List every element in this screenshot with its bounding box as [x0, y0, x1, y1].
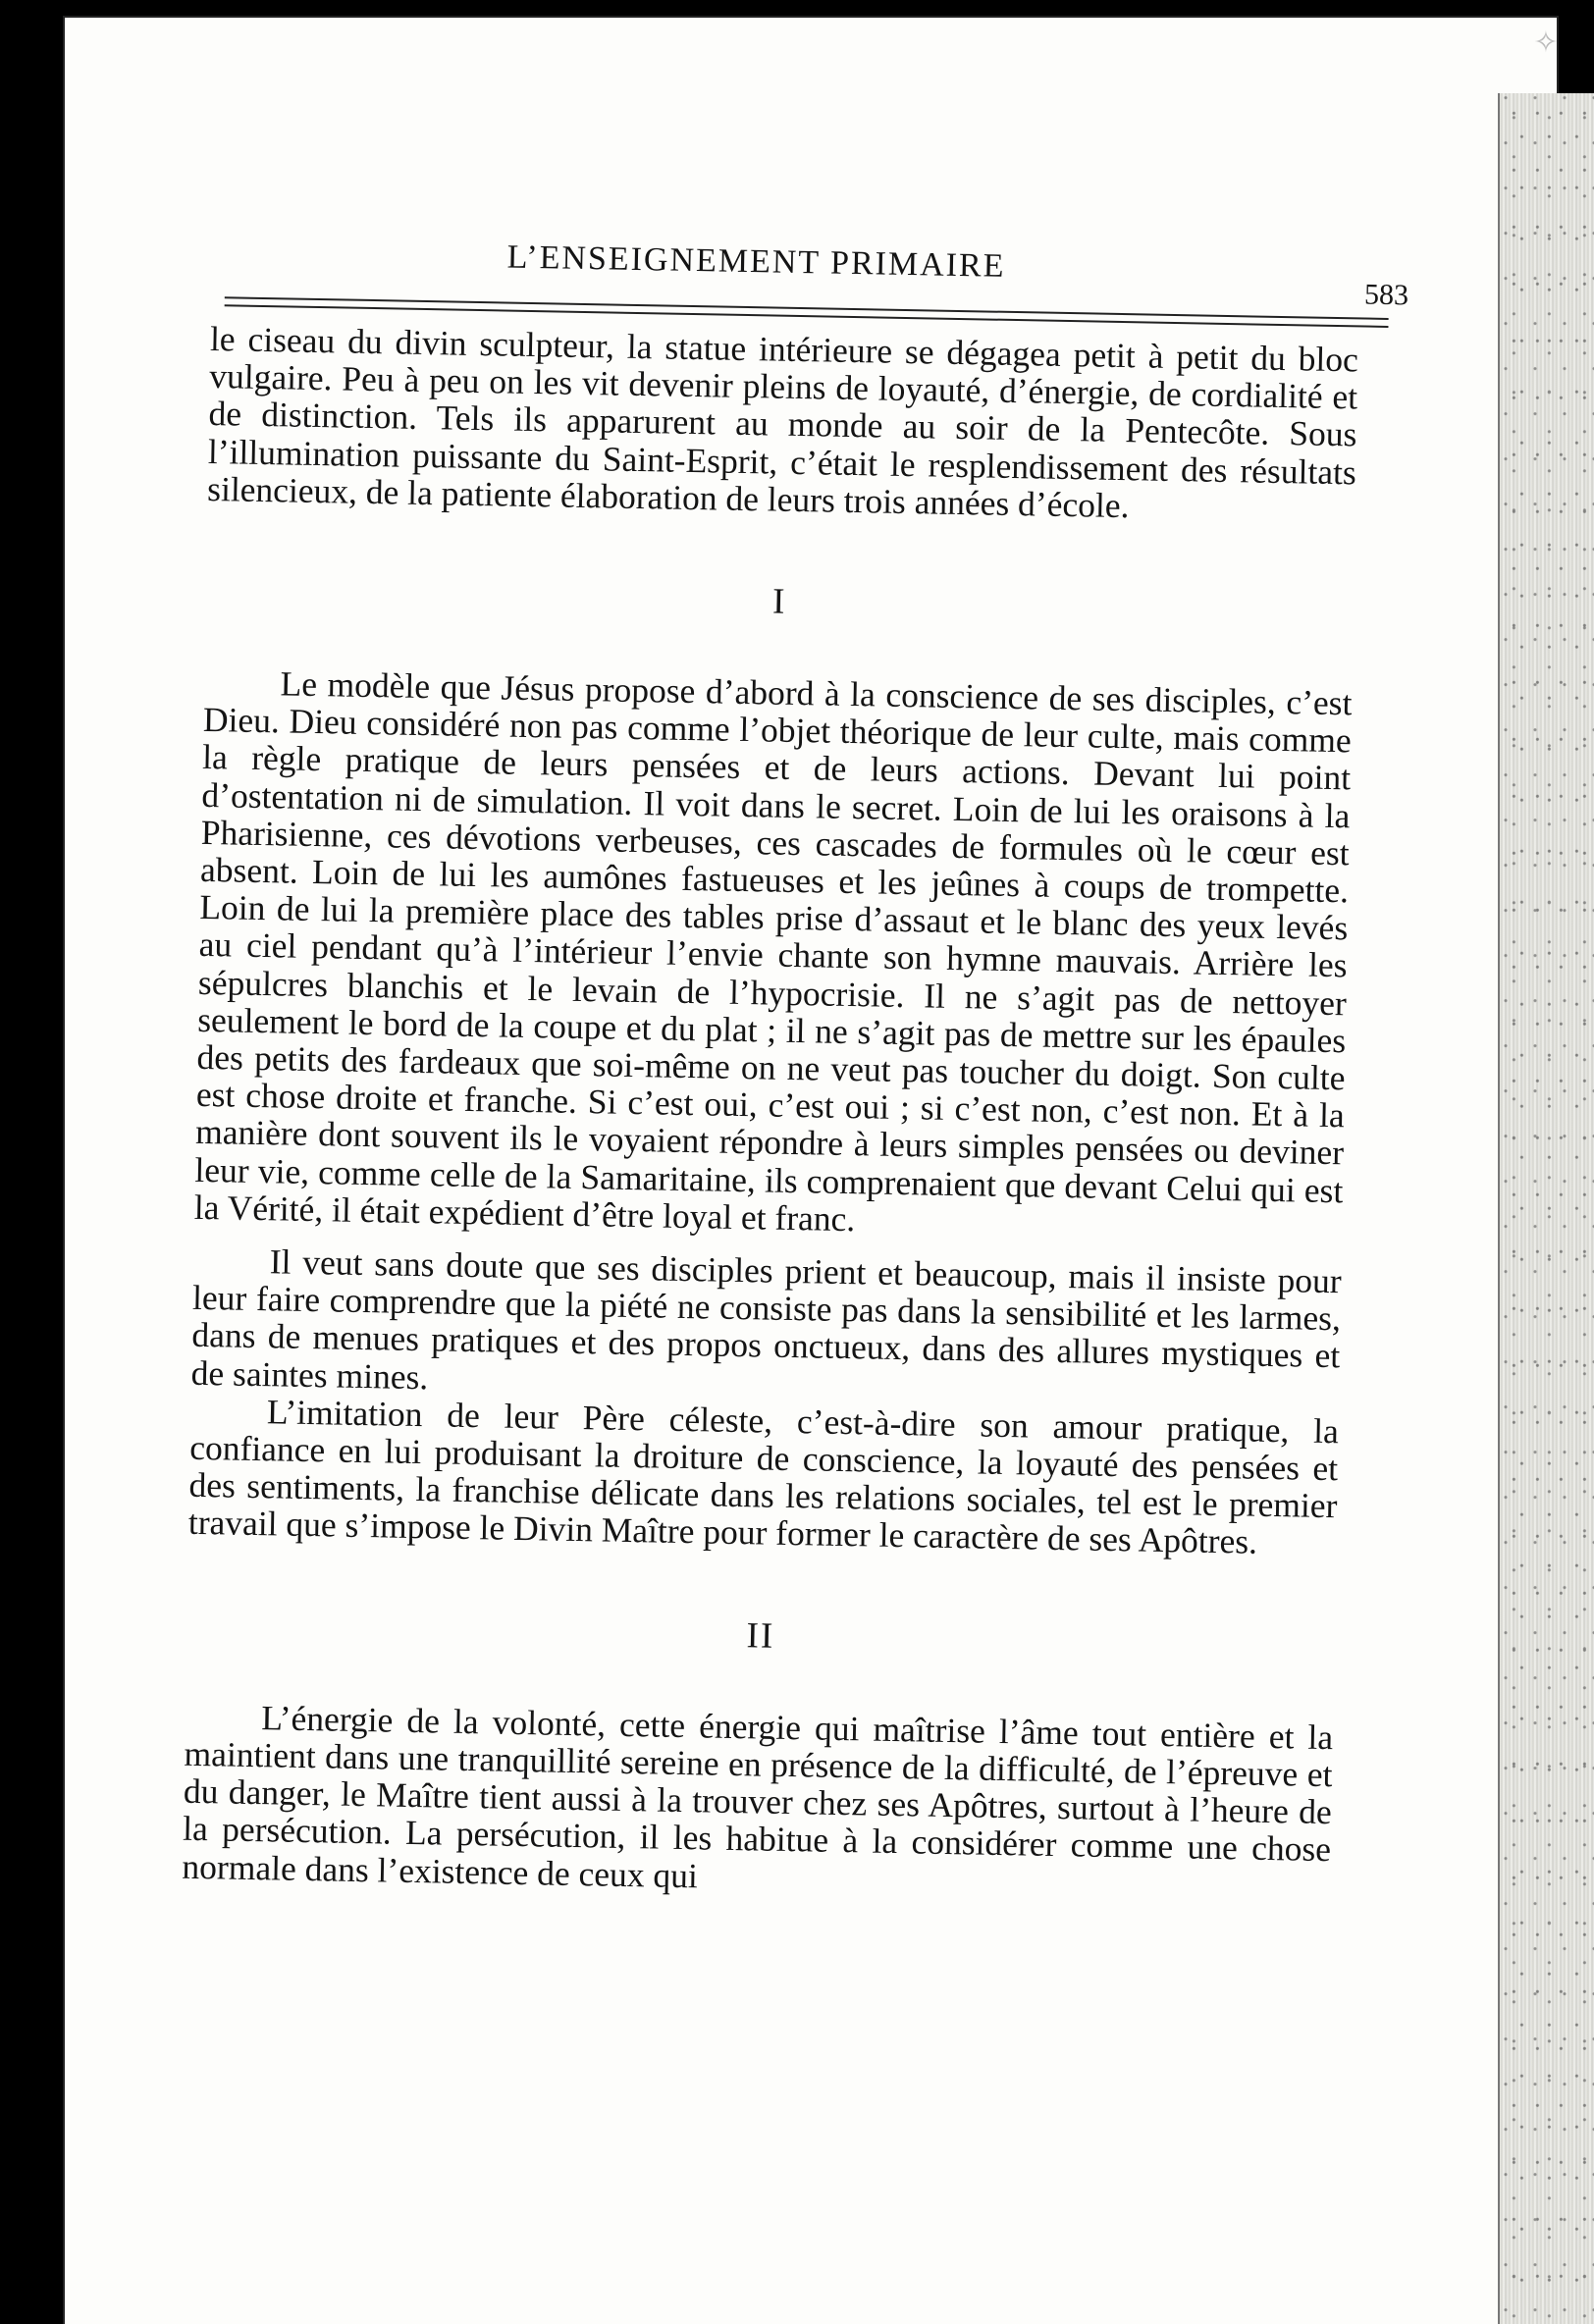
page-edge-texture — [1500, 93, 1594, 2324]
section-1-paragraph-2: Il veut sans doute que ses disciples prient et beaucoup, mais il insiste pour leur faire comprendre que la piété ne consiste pas dans la sensibilité et les larmes, dans de menues pratiques et des propos onctueux, dans des allures mystiques et de saintes mines. — [190, 1241, 1343, 1397]
section-2-paragraph-1: L’énergie de la volonté, cette énergie qui maîtrise l’âme tout entière et la maintient dans une tranquillité sereine en présence de la difficulté, de l’épreuve et du danger, le Maître tient aussi à la trouver chez ses Apôtres, surtout à l’heure de la persécution. La persécution, il les habitue à la considérer comme une chose normale dans l’existence de ceux qui — [182, 1697, 1334, 1895]
book-page — [65, 18, 1557, 2324]
opening-paragraph: le ciseau du divin sculpteur, la statue intérieure se dégagea petit à petit du bloc vulgaire. Peu à peu on les vit devenir pleins de loyauté, d’énergie, de cordialité et de distinction. Tels ils apparurent au monde au soir de la Pentecôte. Sous l’illumination puissante du Saint-Esprit, c’était le resplendissement des résultats silencieux, de la patiente élaboration de leurs trois années d’école. — [206, 318, 1359, 525]
corner-mark-icon: ✧ — [1533, 26, 1559, 60]
page-number: 583 — [1363, 278, 1409, 312]
book-page-edge — [1498, 93, 1594, 2324]
page-text-block — [182, 234, 1409, 1906]
running-title: L’ENSEIGNEMENT PRIMAIRE — [506, 238, 1006, 285]
section-heading-2: II — [746, 1614, 775, 1657]
section-heading-1: I — [771, 581, 787, 622]
section-1-paragraph-1: Le modèle que Jésus propose d’abord à la conscience de ses disciples, c’est Dieu. Dieu considéré non pas comme l’objet théorique de leur culte, mais comme la règle pratique de leurs pensées et de leurs actions. Devant lui point d’ostentation ni de simulation. Il voit dans le secret. Loin de lui les oraisons à la Pharisienne, ces dévotions verbeuses, ces cascades de formules où le cœur est absent. Loin de lui les aumônes fastueuses et les jeûnes à coups de trompette. Loin de lui la première place des tables prise d’assaut et le blanc des yeux levés au ciel pendant qu’à l’intérieur l’envie chante son hymne mauvais. Arrière les sépulcres blanchis et le levain de l’hypocrisie. Il ne s’agit pas de nettoyer seulement le bord de la coupe et du plat ; il ne s’agit pas de mettre sur les épaules des petits des fardeaux que soi-même on ne veut pas toucher du doigt. Son culte est chose droite et franche. Si c’est oui, c’est oui ; si c’est non, c’est non. Et à la manière dont souvent ils le voyaient répondre à leurs simples pensées ou deviner leur vie, comme celle de la Samaritaine, ils comprenaient que devant Celui qui est la Vérité, il était expédient d’être loyal et franc. — [193, 663, 1353, 1240]
section-1-paragraph-3: L’imitation de leur Père céleste, c’est-à-dire son amour pratique, la confiance en lui produisant la droiture de conscience, la loyauté des pensées et des sentiments, la franchise délicate dans les relations sociales, tel est le premier travail que s’impose le Divin Maître pour former le caractère de ses Apôtres. — [187, 1392, 1340, 1562]
